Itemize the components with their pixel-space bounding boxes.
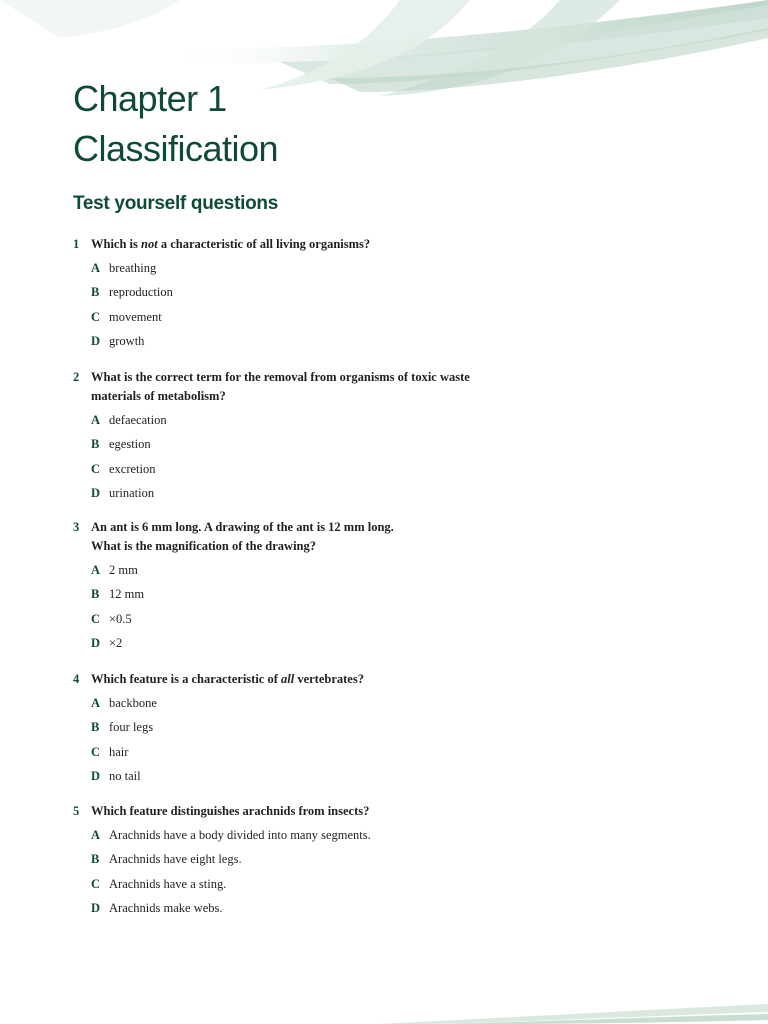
question-1 [73, 235, 533, 356]
option-d[interactable] [91, 767, 533, 791]
section-heading: Test yourself questions [73, 193, 278, 214]
chapter-title [73, 74, 278, 174]
option-b[interactable] [91, 435, 533, 459]
answer-options [91, 694, 533, 791]
option-text: no tail [109, 768, 141, 783]
option-c[interactable] [91, 460, 533, 484]
chapter-name: Classification [73, 128, 279, 169]
option-letter: D [91, 333, 101, 348]
question-number: 1 [73, 237, 80, 251]
option-text: defaecation [109, 413, 167, 427]
option-text: growth [109, 333, 145, 348]
option-letter: A [91, 563, 101, 577]
option-a[interactable] [91, 561, 533, 585]
option-text: excretion [109, 461, 156, 476]
question-stem: What is the correct term for the removal from organisms of toxic waste materials of metabolism? [91, 370, 470, 403]
option-c[interactable] [91, 610, 533, 634]
option-text: reproduction [109, 285, 173, 300]
option-d[interactable] [91, 332, 533, 356]
option-letter: B [91, 720, 100, 735]
option-text: 2 mm [109, 563, 138, 577]
option-text: breathing [109, 261, 157, 275]
option-a[interactable] [91, 826, 533, 850]
question-stem: Which is not a characteristic of all living organisms? [91, 237, 371, 251]
option-text: Arachnids have eight legs. [109, 852, 242, 867]
option-letter: C [91, 309, 101, 324]
answer-options [91, 826, 533, 923]
option-text: four legs [109, 720, 154, 735]
option-c[interactable] [91, 743, 533, 767]
option-text: urination [109, 485, 155, 500]
option-letter: A [91, 828, 101, 842]
emphasis-text: not [141, 237, 158, 251]
option-text: egestion [109, 437, 151, 452]
option-d[interactable] [91, 634, 533, 658]
option-text: ×2 [109, 635, 123, 650]
answer-options [91, 411, 533, 508]
option-letter: D [91, 900, 101, 915]
question-stem: An ant is 6 mm long. A drawing of the ant is 12 mm long. What is the magnification of the drawing? [91, 520, 394, 553]
option-text: hair [109, 744, 129, 759]
option-letter: C [91, 461, 101, 476]
option-d[interactable] [91, 484, 533, 508]
option-letter: C [91, 876, 101, 891]
option-letter: A [91, 696, 101, 710]
question-4 [73, 670, 533, 791]
answer-options [91, 259, 533, 356]
option-text: ×0.5 [109, 611, 132, 626]
question-number: 5 [73, 804, 80, 818]
option-a[interactable] [91, 259, 533, 283]
option-letter: D [91, 635, 101, 650]
option-letter: B [91, 437, 100, 452]
option-letter: C [91, 744, 101, 759]
answer-options [91, 561, 533, 658]
chapter-number: Chapter 1 [73, 78, 227, 119]
option-d[interactable] [91, 899, 533, 923]
emphasis-text: all [281, 672, 295, 686]
option-text: Arachnids have a body divided into many segments. [109, 828, 371, 842]
footer-swoosh-decoration [0, 996, 768, 1024]
option-b[interactable] [91, 585, 533, 609]
option-text: Arachnids make webs. [109, 900, 223, 915]
question-number: 2 [73, 370, 80, 384]
question-3 [73, 518, 533, 658]
question-stem: Which feature distinguishes arachnids from insects? [91, 804, 370, 818]
option-a[interactable] [91, 694, 533, 718]
option-letter: B [91, 852, 100, 867]
option-c[interactable] [91, 308, 533, 332]
option-b[interactable] [91, 850, 533, 874]
option-text: backbone [109, 696, 157, 710]
question-5 [73, 802, 533, 923]
question-number: 3 [73, 520, 80, 534]
option-c[interactable] [91, 875, 533, 899]
option-letter: B [91, 587, 100, 602]
question-2 [73, 368, 533, 508]
option-b[interactable] [91, 718, 533, 742]
option-letter: A [91, 413, 101, 427]
option-b[interactable] [91, 283, 533, 307]
option-text: Arachnids have a sting. [109, 876, 227, 891]
option-letter: B [91, 285, 100, 300]
option-a[interactable] [91, 411, 533, 435]
option-letter: D [91, 485, 101, 500]
question-number: 4 [73, 672, 80, 686]
option-letter: A [91, 261, 101, 275]
option-text: movement [109, 309, 162, 324]
question-stem: Which feature is a characteristic of all vertebrates? [91, 672, 364, 686]
option-text: 12 mm [109, 587, 145, 602]
option-letter: D [91, 768, 101, 783]
option-letter: C [91, 611, 101, 626]
